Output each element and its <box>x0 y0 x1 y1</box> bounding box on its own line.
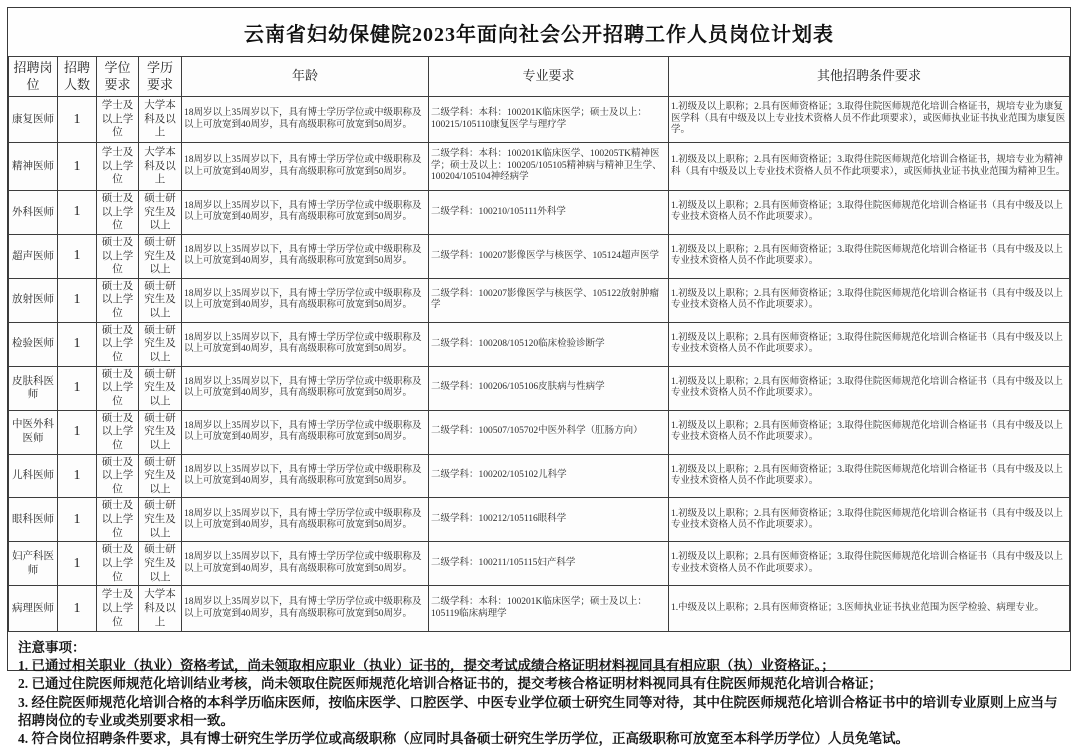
cell-age: 18周岁以上35周岁以下，具有博士学历学位或中级职称及以上可放宽到40周岁，具有高级职称可放宽到50周岁。 <box>182 410 429 454</box>
cell-other: 1.中级及以上职称；2.具有医师资格证；3.医师执业证书执业范围为医学检验、病理专业。 <box>669 586 1070 632</box>
note-item: 4. 符合岗位招聘条件要求，具有博士研究生学历学位或高级职称（应同时具备硕士研究生学历学位，正高级职称可放宽至本科学历学位）人员免笔试。 <box>18 730 909 746</box>
cell-degree: 硕士及以上学位 <box>97 322 139 366</box>
cell-major: 二级学科：100210/105111外科学 <box>429 191 669 235</box>
header-row <box>9 57 1070 97</box>
cell-other: 1.初级及以上职称；2.具有医师资格证；3.取得住院医师规范化培训合格证书（具有中级及以上专业技术资格人员不作此项要求）。 <box>669 322 1070 366</box>
cell-age: 18周岁以上35周岁以下，具有博士学历学位或中级职称及以上可放宽到40周岁，具有高级职称可放宽到50周岁。 <box>182 278 429 322</box>
cell-degree: 硕士及以上学位 <box>97 498 139 542</box>
cell-major: 二级学科：100207影像医学与核医学、105122放射肿瘤学 <box>429 278 669 322</box>
cell-age: 18周岁以上35周岁以下，具有博士学历学位或中级职称及以上可放宽到40周岁，具有高级职称可放宽到50周岁。 <box>182 586 429 632</box>
cell-other: 1.初级及以上职称；2.具有医师资格证；3.取得住院医师规范化培训合格证书（具有中级及以上专业技术资格人员不作此项要求）。 <box>669 191 1070 235</box>
cell-education: 硕士研究生及以上 <box>139 366 182 410</box>
cell-other: 1.初级及以上职称；2.具有医师资格证；3.取得住院医师规范化培训合格证书（具有中级及以上专业技术资格人员不作此项要求）。 <box>669 542 1070 586</box>
cell-degree: 学士及以上学位 <box>97 97 139 143</box>
cell-age: 18周岁以上35周岁以下，具有博士学历学位或中级职称及以上可放宽到40周岁，具有高级职称可放宽到50周岁。 <box>182 97 429 143</box>
cell-major: 二级学科：本科：100201K临床医学；硕士及以上：100215/105110康复医学与理疗学 <box>429 97 669 143</box>
cell-degree: 学士及以上学位 <box>97 586 139 632</box>
cell-education: 硕士研究生及以上 <box>139 322 182 366</box>
cell-count: 1 <box>58 97 97 143</box>
cell-count: 1 <box>58 278 97 322</box>
cell-major: 二级学科：100507/105702中医外科学（肛肠方向） <box>429 410 669 454</box>
cell-degree: 硕士及以上学位 <box>97 234 139 278</box>
table-row <box>9 542 1070 586</box>
recruitment-plan-sheet <box>7 7 1071 746</box>
cell-position: 放射医师 <box>9 278 58 322</box>
table-row <box>9 410 1070 454</box>
column-header: 年龄 <box>182 57 429 97</box>
cell-major: 二级学科：100206/105106皮肤病与性病学 <box>429 366 669 410</box>
cell-position: 儿科医师 <box>9 454 58 498</box>
column-header: 其他招聘条件要求 <box>669 57 1070 97</box>
cell-position: 检验医师 <box>9 322 58 366</box>
cell-education: 硕士研究生及以上 <box>139 454 182 498</box>
cell-education: 硕士研究生及以上 <box>139 498 182 542</box>
cell-age: 18周岁以上35周岁以下，具有博士学历学位或中级职称及以上可放宽到40周岁，具有高级职称可放宽到50周岁。 <box>182 191 429 235</box>
cell-major: 二级学科：100211/105115妇产科学 <box>429 542 669 586</box>
cell-age: 18周岁以上35周岁以下，具有博士学历学位或中级职称及以上可放宽到40周岁，具有高级职称可放宽到50周岁。 <box>182 366 429 410</box>
column-header: 招聘人数 <box>58 57 97 97</box>
cell-education: 硕士研究生及以上 <box>139 542 182 586</box>
cell-age: 18周岁以上35周岁以下，具有博士学历学位或中级职称及以上可放宽到40周岁，具有高级职称可放宽到50周岁。 <box>182 454 429 498</box>
cell-other: 1.初级及以上职称；2.具有医师资格证；3.取得住院医师规范化培训合格证书（具有中级及以上专业技术资格人员不作此项要求）。 <box>669 278 1070 322</box>
table-row <box>9 278 1070 322</box>
cell-other: 1.初级及以上职称；2.具有医师资格证；3.取得住院医师规范化培训合格证书（具有中级及以上专业技术资格人员不作此项要求）。 <box>669 234 1070 278</box>
cell-other: 1.初级及以上职称；2.具有医师资格证；3.取得住院医师规范化培训合格证书，规培专业为精神科（具有中级及以上专业技术资格人员不作此项要求），或医师执业证书执业范围为精神卫生。 <box>669 143 1070 191</box>
recruitment-table <box>8 56 1070 632</box>
table-row <box>9 454 1070 498</box>
cell-position: 皮肤科医师 <box>9 366 58 410</box>
cell-degree: 硕士及以上学位 <box>97 191 139 235</box>
table-row <box>9 143 1070 191</box>
cell-other: 1.初级及以上职称；2.具有医师资格证；3.取得住院医师规范化培训合格证书，规培专业为康复医学科（具有中级及以上专业技术资格人员不作此项要求），或医师执业证书执业范围为康复医学。 <box>669 97 1070 143</box>
column-header: 学历要求 <box>139 57 182 97</box>
cell-position: 超声医师 <box>9 234 58 278</box>
cell-position: 眼科医师 <box>9 498 58 542</box>
cell-education: 硕士研究生及以上 <box>139 410 182 454</box>
cell-age: 18周岁以上35周岁以下，具有博士学历学位或中级职称及以上可放宽到40周岁，具有高级职称可放宽到50周岁。 <box>182 322 429 366</box>
cell-degree: 硕士及以上学位 <box>97 454 139 498</box>
note-item: 1. 已通过相关职业（执业）资格考试，尚未领取相应职业（执业）证书的，提交考试成绩合格证明材料视同具有相应职（执）业资格证。； <box>18 658 835 674</box>
note-item: 2. 已通过住院医师规范化培训结业考核，尚未领取住院医师规范化培训合格证书的，提交考核合格证明材料视同具有住院医师规范化培训合格证； <box>18 676 882 692</box>
table-row <box>9 234 1070 278</box>
cell-count: 1 <box>58 498 97 542</box>
table-row <box>9 586 1070 632</box>
cell-education: 大学本科及以上 <box>139 97 182 143</box>
cell-other: 1.初级及以上职称；2.具有医师资格证；3.取得住院医师规范化培训合格证书（具有中级及以上专业技术资格人员不作此项要求）。 <box>669 410 1070 454</box>
cell-position: 中医外科医师 <box>9 410 58 454</box>
cell-degree: 硕士及以上学位 <box>97 366 139 410</box>
cell-other: 1.初级及以上职称；2.具有医师资格证；3.取得住院医师规范化培训合格证书（具有中级及以上专业技术资格人员不作此项要求）。 <box>669 498 1070 542</box>
column-header: 专业要求 <box>429 57 669 97</box>
table-row <box>9 191 1070 235</box>
cell-count: 1 <box>58 322 97 366</box>
cell-education: 硕士研究生及以上 <box>139 278 182 322</box>
cell-count: 1 <box>58 191 97 235</box>
cell-major: 二级学科：本科：100201K临床医学；硕士及以上：105119临床病理学 <box>429 586 669 632</box>
cell-count: 1 <box>58 366 97 410</box>
table-body <box>9 97 1070 632</box>
cell-major: 二级学科：100212/105116眼科学 <box>429 498 669 542</box>
cell-count: 1 <box>58 234 97 278</box>
cell-count: 1 <box>58 410 97 454</box>
cell-degree: 硕士及以上学位 <box>97 410 139 454</box>
cell-education: 硕士研究生及以上 <box>139 234 182 278</box>
cell-education: 大学本科及以上 <box>139 143 182 191</box>
cell-major: 二级学科：100207影像医学与核医学、105124超声医学 <box>429 234 669 278</box>
page-title: 云南省妇幼保健院2023年面向社会公开招聘工作人员岗位计划表 <box>244 23 834 46</box>
cell-count: 1 <box>58 143 97 191</box>
notes-title: 注意事项： <box>18 640 86 656</box>
cell-major: 二级学科：本科：100201K临床医学、100205TK精神医学；硕士及以上：100205/105105精神病与精神卫生学、100204/105104神经病学 <box>429 143 669 191</box>
cell-position: 外科医师 <box>9 191 58 235</box>
cell-position: 精神医师 <box>9 143 58 191</box>
cell-other: 1.初级及以上职称；2.具有医师资格证；3.取得住院医师规范化培训合格证书（具有中级及以上专业技术资格人员不作此项要求）。 <box>669 366 1070 410</box>
cell-position: 病理医师 <box>9 586 58 632</box>
cell-major: 二级学科：100202/105102儿科学 <box>429 454 669 498</box>
cell-age: 18周岁以上35周岁以下，具有博士学历学位或中级职称及以上可放宽到40周岁，具有高级职称可放宽到50周岁。 <box>182 234 429 278</box>
cell-degree: 硕士及以上学位 <box>97 542 139 586</box>
cell-count: 1 <box>58 454 97 498</box>
cell-degree: 硕士及以上学位 <box>97 278 139 322</box>
notes-list <box>18 657 1060 747</box>
cell-degree: 学士及以上学位 <box>97 143 139 191</box>
table-row <box>9 366 1070 410</box>
cell-count: 1 <box>58 586 97 632</box>
cell-education: 硕士研究生及以上 <box>139 191 182 235</box>
cell-age: 18周岁以上35周岁以下，具有博士学历学位或中级职称及以上可放宽到40周岁，具有高级职称可放宽到50周岁。 <box>182 498 429 542</box>
cell-position: 康复医师 <box>9 97 58 143</box>
notes-section <box>8 632 1070 747</box>
column-header: 学位要求 <box>97 57 139 97</box>
column-header: 招聘岗位 <box>9 57 58 97</box>
note-item: 3. 经住院医师规范化培训合格的本科学历临床医师，按临床医学、口腔医学、中医专业学位硕士研究生同等对待，其中住院医师规范化培训合格证书中的培训专业原则上应当与招聘岗位的专业或类别要求相一致。 <box>18 694 1058 728</box>
cell-education: 大学本科及以上 <box>139 586 182 632</box>
table-row <box>9 498 1070 542</box>
table-row <box>9 322 1070 366</box>
cell-major: 二级学科：100208/105120临床检验诊断学 <box>429 322 669 366</box>
cell-age: 18周岁以上35周岁以下，具有博士学历学位或中级职称及以上可放宽到40周岁，具有高级职称可放宽到50周岁。 <box>182 143 429 191</box>
table-row <box>9 97 1070 143</box>
cell-position: 妇产科医师 <box>9 542 58 586</box>
cell-count: 1 <box>58 542 97 586</box>
cell-age: 18周岁以上35周岁以下，具有博士学历学位或中级职称及以上可放宽到40周岁，具有高级职称可放宽到50周岁。 <box>182 542 429 586</box>
cell-other: 1.初级及以上职称；2.具有医师资格证；3.取得住院医师规范化培训合格证书（具有中级及以上专业技术资格人员不作此项要求）。 <box>669 454 1070 498</box>
